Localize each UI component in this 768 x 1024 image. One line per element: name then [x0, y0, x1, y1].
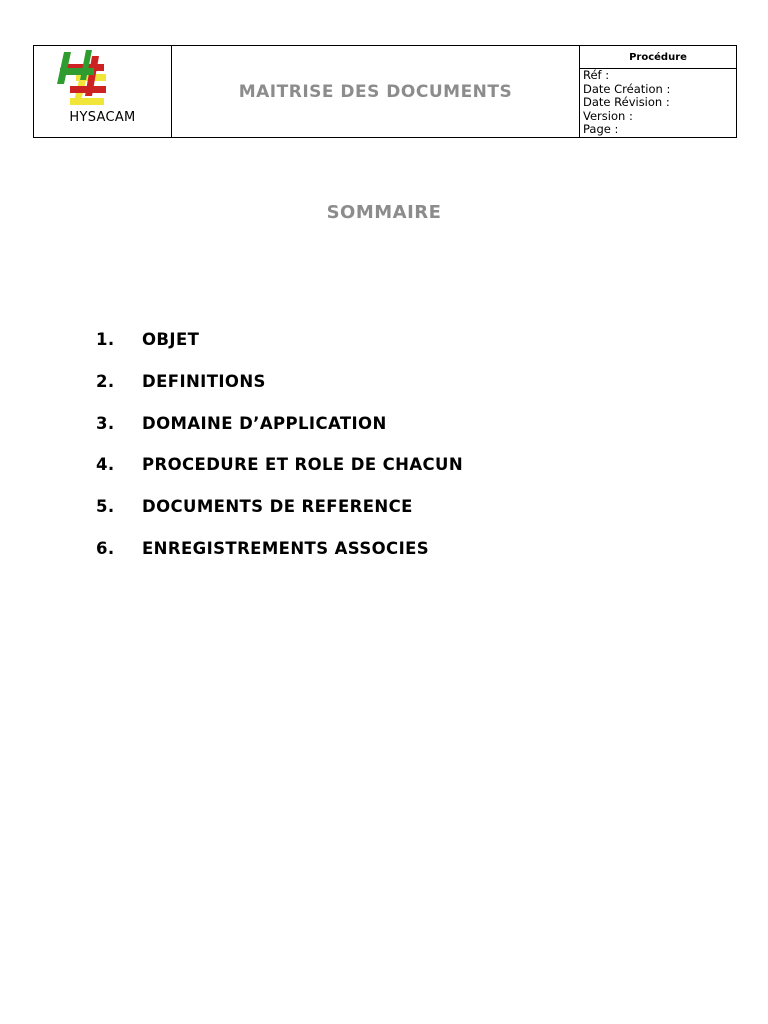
toc-item-label: OBJET — [142, 330, 200, 349]
document-title: MAITRISE DES DOCUMENTS — [238, 81, 513, 102]
toc-item — [96, 455, 696, 497]
reference-label: Réf : — [583, 68, 610, 82]
toc-item-label: ENREGISTREMENTS ASSOCIES — [142, 538, 430, 558]
table-of-contents — [96, 330, 696, 581]
toc-item-number: 4. — [96, 455, 115, 475]
toc-item — [96, 539, 696, 581]
toc-item — [96, 497, 696, 539]
summary-title: SOMMAIRE — [326, 202, 442, 223]
logo-cell — [34, 46, 172, 137]
toc-item-number: 1. — [96, 330, 115, 349]
hysacam-logo-icon — [56, 50, 116, 108]
toc-item-label: DOMAINE D’APPLICATION — [142, 413, 387, 433]
toc-item-number: 3. — [96, 413, 115, 433]
toc-item-number: 2. — [96, 371, 115, 391]
toc-item-label: PROCEDURE ET ROLE DE CHACUN — [142, 455, 464, 475]
version-label: Version : — [583, 108, 633, 123]
document-metadata — [580, 69, 736, 137]
page-label: Page : — [583, 122, 619, 137]
document-type: Procédure — [580, 46, 736, 69]
creation-date-label: Date Création : — [583, 81, 671, 96]
toc-item — [96, 372, 696, 414]
title-cell — [172, 46, 580, 137]
revision-date-label: Date Révision : — [583, 95, 670, 110]
toc-item — [96, 330, 696, 372]
company-name: HYSACAM — [69, 110, 136, 125]
toc-item-number: 5. — [96, 497, 115, 517]
toc-item — [96, 414, 696, 456]
toc-item-label: DEFINITIONS — [142, 371, 266, 391]
toc-item-label: DOCUMENTS DE REFERENCE — [142, 497, 413, 517]
toc-item-number: 6. — [96, 538, 115, 558]
document-header — [33, 45, 737, 138]
info-cell — [580, 46, 736, 137]
